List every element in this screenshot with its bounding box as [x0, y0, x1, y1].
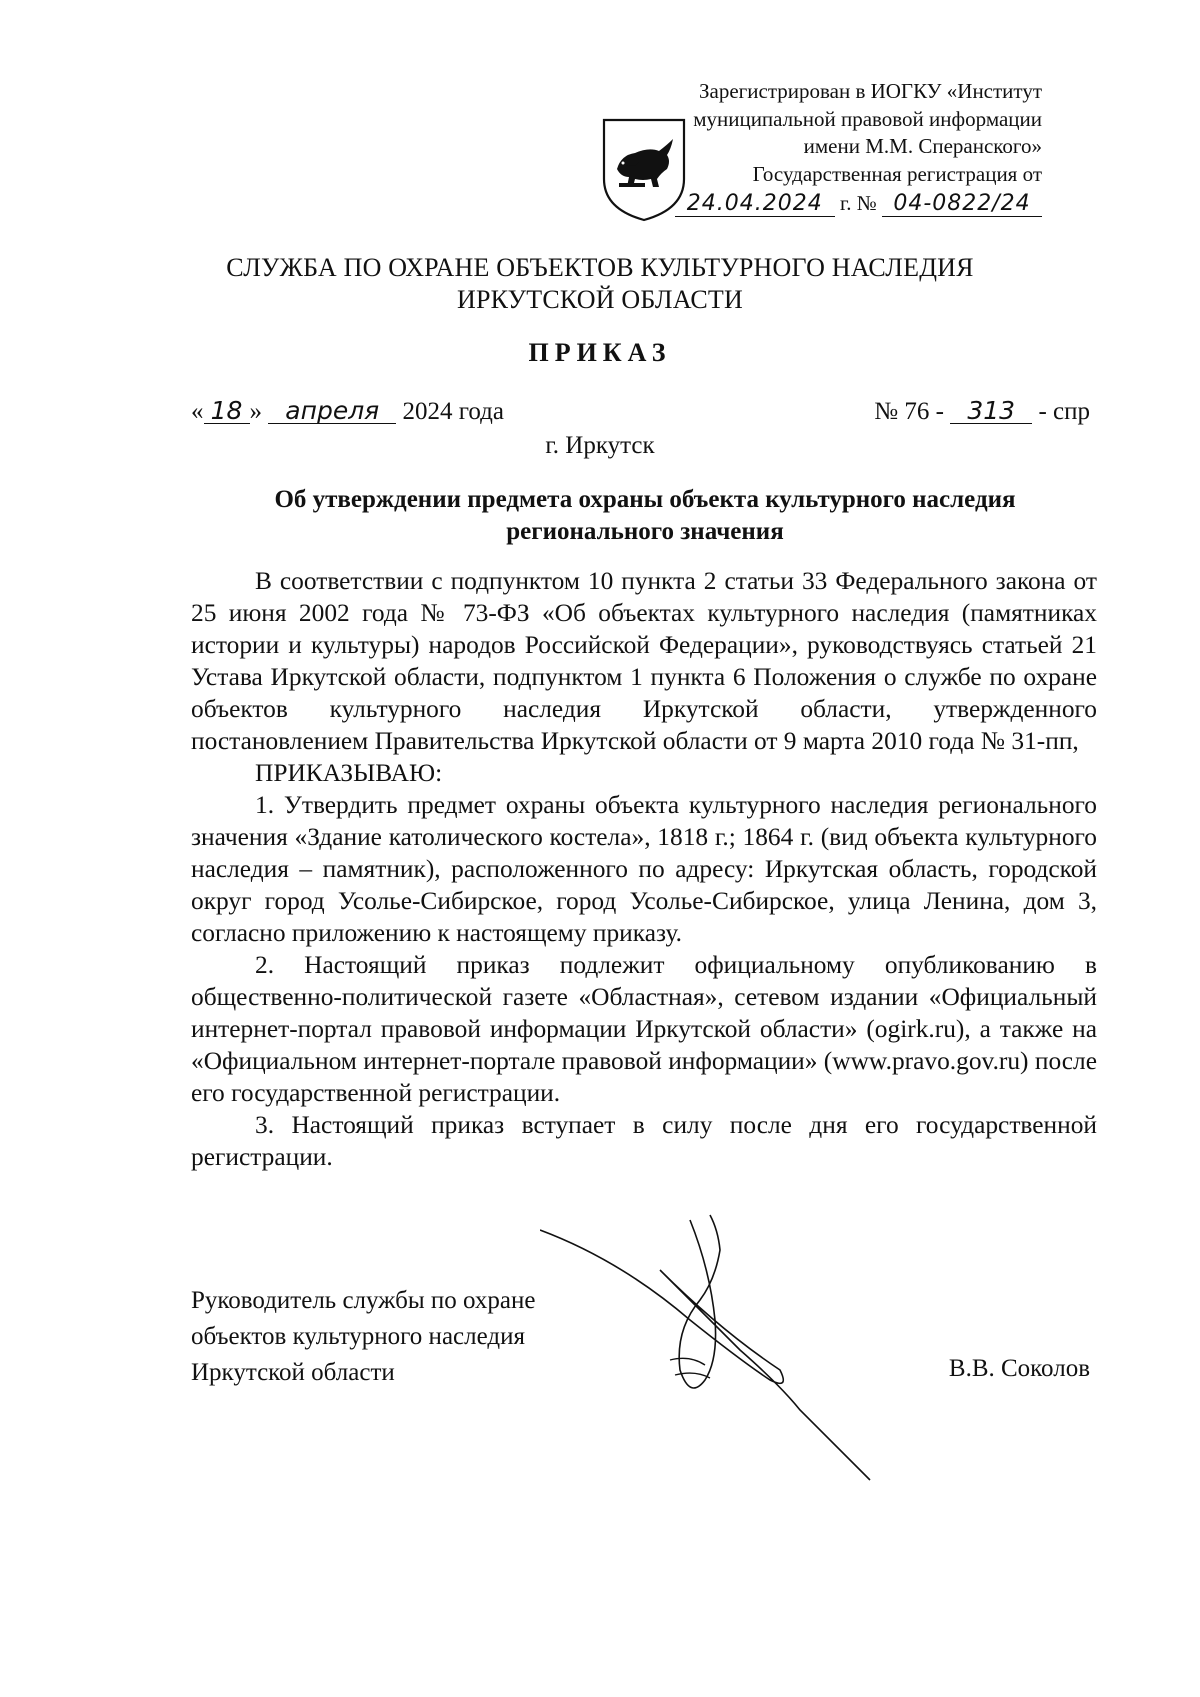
order-item-2: 2. Настоящий приказ подлежит официальному опубликованию в общественно-политической газете «Областная», сетевом издании «Официальный интернет-портал правовой информации Иркутской области» (ogirk.ru), а также на «Официальном интернет-портале правовой информации» (www.pravo.gov.ru) после его государственной регистрации.	[191, 951, 1097, 1107]
signer-position-line-3: Иркутской области	[191, 1359, 395, 1386]
order-day: 18	[204, 399, 250, 424]
date-quote-open: «	[191, 398, 204, 425]
agency-name-line-1: СЛУЖБА ПО ОХРАНЕ ОБЪЕКТОВ КУЛЬТУРНОГО НАСЛЕДИЯ	[226, 253, 974, 282]
order-city: г. Иркутск	[545, 432, 655, 459]
signer-position-line-1: Руководитель службы по охране	[191, 1287, 536, 1314]
order-year: 2024 года	[402, 398, 504, 425]
order-subject	[190, 484, 1100, 548]
date-quote-close: »	[249, 398, 262, 425]
order-date	[191, 398, 504, 426]
agency-name-line-2: ИРКУТСКОЙ ОБЛАСТИ	[456, 285, 743, 314]
subject-line-2: регионального значения	[506, 518, 784, 545]
registration-line-1: Зарегистрирован в ИОГКУ «Институт	[698, 79, 1042, 103]
registration-number-label: г. №	[839, 191, 877, 215]
subject-line-1: Об утверждении предмета охраны объекта культурного наследия	[274, 486, 1016, 513]
agency-name	[0, 252, 1200, 316]
registration-line-2: муниципальной правовой информации	[693, 106, 1042, 131]
order-number-prefix: № 76 -	[874, 398, 944, 425]
registration-line-4: Государственная регистрация от	[752, 161, 1042, 186]
preamble-paragraph: В соответствии с подпунктом 10 пункта 2 статьи 33 Федерального закона от 25 июня 2002 года № 73-ФЗ «Об объектах культурного наследия (памятниках истории и культуры) народов Российской Федерации», руководствуясь статьей 21 Устава Иркутской области, подпунктом 1 пункта 6 Положения о службе по охране объектов культурного наследия Иркутской области, утвержденного постановлением Правительства Иркутской области от 9 марта 2010 года № 31-пп,	[191, 567, 1097, 755]
signer-name: В.В. Соколов	[948, 1355, 1090, 1382]
order-number-suffix: - спр	[1038, 398, 1090, 425]
handwritten-signature-icon	[540, 1210, 880, 1490]
signer-position	[191, 1283, 535, 1391]
command-word: ПРИКАЗЫВАЮ:	[255, 759, 443, 787]
order-number	[874, 398, 1090, 426]
registration-date: 24.04.2024	[675, 192, 835, 217]
signer-position-line-2: объектов культурного наследия	[191, 1323, 525, 1350]
document-type-title: ПРИКАЗ	[528, 338, 672, 367]
coat-of-arms-icon	[601, 117, 687, 223]
order-item-3: 3. Настоящий приказ вступает в силу после дня его государственной регистрации.	[191, 1111, 1097, 1171]
order-month: апреля	[268, 399, 396, 424]
order-body	[191, 565, 1097, 1173]
order-number-value: 313	[950, 399, 1032, 424]
registration-line-3: имени М.М. Сперанского»	[803, 134, 1042, 158]
order-item-1: 1. Утвердить предмет охраны объекта культурного наследия регионального значения «Здание католического костела», 1818 г.; 1864 г. (вид объекта культурного наследия – памятник), расположенного по адресу: Иркутская область, городской округ город Усолье-Сибирское, город Усолье-Сибирское, улица Ленина, дом 3, согласно приложению к настоящему приказу.	[191, 791, 1097, 947]
registration-number: 04-0822/24	[882, 192, 1042, 217]
